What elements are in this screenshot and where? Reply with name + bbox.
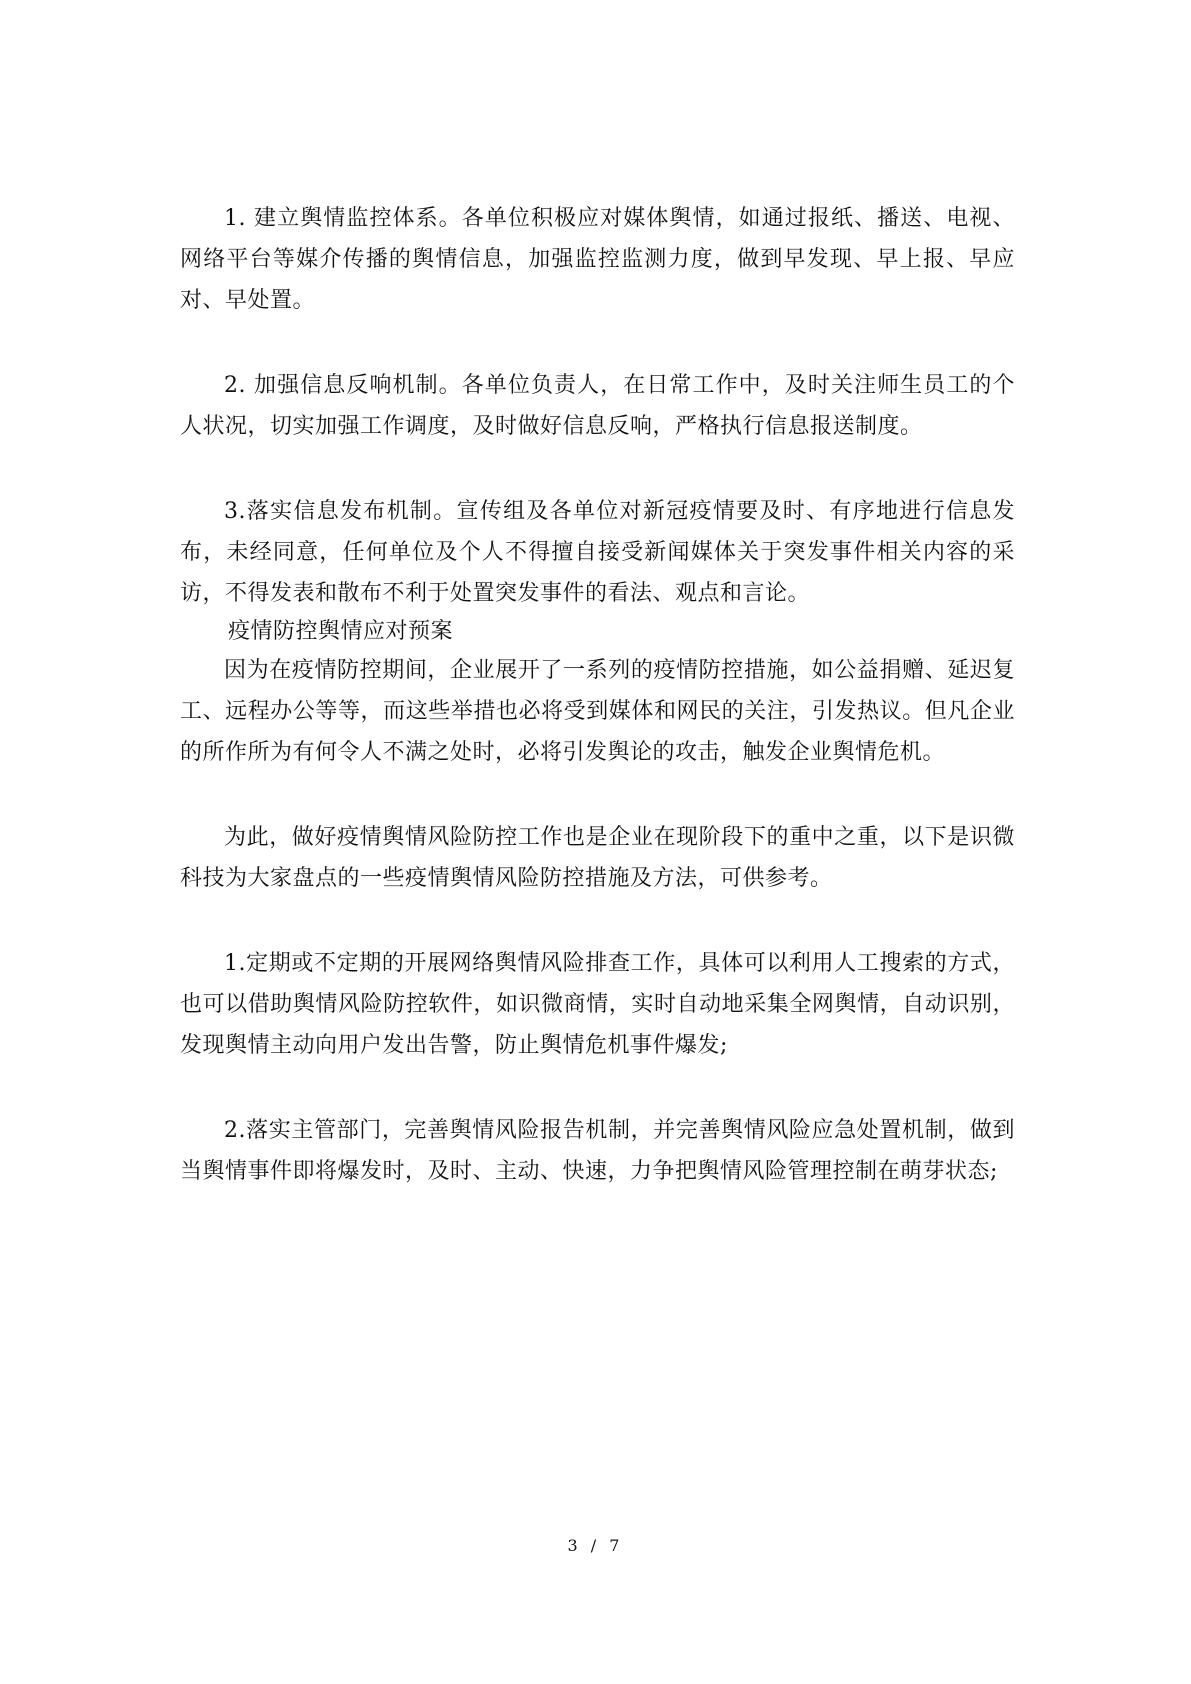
section-paragraph-2: 为此，做好疫情舆情风险防控工作也是企业在现阶段下的重中之重，以下是识微科技为大家盘点的一些疫情舆情风险防控措施及方法，可供参考。 (180, 825, 1015, 891)
section-paragraph-3: 1.定期或不定期的开展网络舆情风险排查工作，具体可以利用人工搜索的方式，也可以借助舆情风险防控软件，如识微商情，实时自动地采集全网舆情，自动识别，发现舆情主动向用户发出告警，防止舆情危机事件爆发; (180, 951, 1015, 1058)
paragraph-3: 3.落实信息发布机制。宣传组及各单位对新冠疫情要及时、有序地进行信息发布，未经同意，任何单位及个人不得擅自接受新闻媒体关于突发事件相关内容的采访，不得发表和散布不利于处置突发事件的看法、观点和言论。 (180, 499, 1015, 606)
page-number: 3 / 7 (567, 1536, 624, 1555)
section-paragraph-4: 2.落实主管部门，完善舆情风险报告机制，并完善舆情风险应急处置机制，做到当舆情事件即将爆发时，及时、主动、快速，力争把舆情风险管理控制在萌芽状态; (180, 1118, 1015, 1184)
document-page (180, 198, 1015, 1192)
section-paragraph-1: 因为在疫情防控期间，企业展开了一系列的疫情防控措施，如公益捐赠、延迟复工、远程办公等等，而这些举措也必将受到媒体和网民的关注，引发热议。但凡企业的所作所为有何令人不满之处时，必将引发舆论的攻击，触发企业舆情危机。 (180, 658, 1015, 765)
paragraph-1: 1. 建立舆情监控体系。各单位积极应对媒体舆情，如通过报纸、播送、电视、网络平台等媒介传播的舆情信息，加强监控监测力度，做到早发现、早上报、早应对、早处置。 (180, 206, 1015, 313)
paragraph-2: 2. 加强信息反响机制。各单位负责人，在日常工作中，及时关注师生员工的个人状况，切实加强工作调度，及时做好信息反响，严格执行信息报送制度。 (180, 373, 1015, 439)
section-title: 疫情防控舆情应对预案 (228, 619, 454, 644)
